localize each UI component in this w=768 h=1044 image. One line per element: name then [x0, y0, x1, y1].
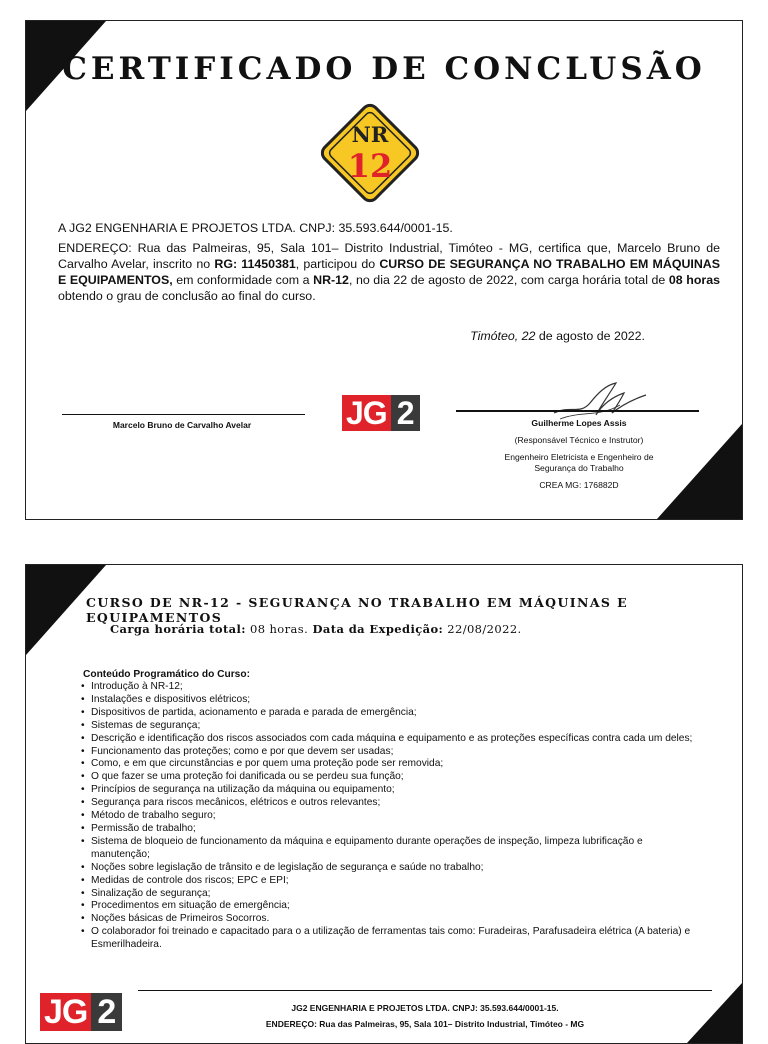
- jg2-logo: [342, 395, 420, 431]
- footer-divider: [138, 990, 712, 991]
- nr12-warning-sign-icon: [314, 97, 426, 209]
- jg2-logo-footer: [40, 993, 122, 1031]
- body-text: , participou do: [295, 257, 380, 271]
- issue-date: [470, 329, 645, 343]
- corner-decoration-bottom-right: [687, 983, 742, 1043]
- hours-value: 08 horas.: [245, 622, 309, 636]
- issue-date-label: Data da Expedição:: [308, 622, 444, 636]
- instructor-title-line1: Engenheiro Eletricista e Engenheiro de: [504, 452, 654, 462]
- body-norm: NR-12: [313, 273, 349, 287]
- list-item: • Procedimentos em situação de emergência;: [81, 900, 702, 913]
- list-item: • Sistema de bloqueio de funcionamento da máquina e equipamento durante operações de inspeção, limpeza lubrificação e manutenção;: [81, 836, 702, 862]
- participant-signature-line: [62, 414, 305, 415]
- list-item: • Instalações e dispositivos elétricos;: [81, 694, 702, 707]
- list-item: • Princípios de segurança na utilização da máquina ou equipamento;: [81, 784, 702, 797]
- logo-2-text: 2: [391, 395, 421, 431]
- certificate-body: [58, 240, 720, 304]
- footer-address: ENDEREÇO: Rua das Palmeiras, 95, Sala 101– Distrito Industrial, Timóteo - MG: [265, 1019, 585, 1029]
- list-item: • Noções básicas de Primeiros Socorros.: [81, 913, 702, 926]
- list-item: • Noções sobre legislação de trânsito e de legislação de segurança e saúde no trabalho;: [81, 862, 702, 875]
- content-heading: Conteúdo Programático do Curso:: [83, 669, 250, 680]
- logo-jg-text: JG: [40, 993, 91, 1031]
- list-item: • Funcionamento das proteções; como e por que devem ser usadas;: [81, 746, 702, 759]
- program-summary: [110, 622, 522, 636]
- instructor-signature-line: [456, 410, 699, 412]
- list-item: • Descrição e identificação dos riscos associados com cada máquina e equipamento e as proteções específicas contra cada um deles;: [81, 733, 702, 746]
- list-item: • Medidas de controle dos riscos; EPC e EPI;: [81, 875, 702, 888]
- instructor-title-line2: Segurança do Trabalho: [534, 463, 624, 473]
- body-text: , no dia 22 de agosto de 2022, com carga horária total de: [348, 273, 669, 287]
- issue-date-value: 22/08/2022.: [443, 622, 522, 636]
- instructor-name: Guilherme Lopes Assis: [531, 418, 627, 428]
- list-item: • Introdução à NR-12;: [81, 681, 702, 694]
- list-item: • O colaborador foi treinado e capacitado para o a utilização de ferramentas tais como: Furadeiras, Parafusadeira elétrica (A bateria) e Esmerilhadeira.: [81, 926, 702, 952]
- issue-date-city: Timóteo, 22: [470, 329, 536, 343]
- certificate-card: [25, 20, 743, 520]
- badge-number-text: 12: [347, 147, 393, 185]
- list-item: • Permissão de trabalho;: [81, 823, 702, 836]
- list-item: • Sistemas de segurança;: [81, 720, 702, 733]
- logo-jg-text: JG: [342, 395, 391, 431]
- program-card: [25, 564, 743, 1044]
- list-item: • Segurança para riscos mecânicos, elétricos e outros relevantes;: [81, 797, 702, 810]
- content-list: [81, 681, 702, 952]
- program-title: CURSO DE NR-12 - SEGURANÇA NO TRABALHO EM MÁQUINAS E EQUIPAMENTOS: [86, 595, 629, 625]
- instructor-role: (Responsável Técnico e Instrutor): [514, 435, 644, 445]
- body-text: ENDEREÇO: Rua das Palmeiras, 95, Sala 101– Distrito Industrial, Timóteo - MG, certifica que, Marcelo Bruno de Carvalho Avelar, inscrito no: [58, 241, 720, 271]
- list-item: • Como, e em que circunstâncias e por quem uma proteção pode ser removida;: [81, 758, 702, 771]
- list-item: • O que fazer se uma proteção foi danificada ou se perdeu sua função;: [81, 771, 702, 784]
- list-item: • Dispositivos de partida, acionamento e parada e parada de emergência;: [81, 707, 702, 720]
- body-text: em conformidade com a: [172, 273, 314, 287]
- body-text: obtendo o grau de conclusão ao final do curso.: [58, 289, 316, 303]
- badge-nr-text: NR: [351, 122, 389, 147]
- company-line: A JG2 ENGENHARIA E PROJETOS LTDA. CNPJ: 35.593.644/0001-15.: [58, 221, 453, 235]
- instructor-crea: CREA MG: 176882D: [539, 480, 619, 490]
- logo-2-text: 2: [91, 993, 122, 1031]
- participant-name: Marcelo Bruno de Carvalho Avelar: [112, 420, 252, 430]
- footer-company: JG2 ENGENHARIA E PROJETOS LTDA. CNPJ: 35.593.644/0001-15.: [291, 1003, 559, 1013]
- hours-label: Carga horária total:: [110, 622, 246, 636]
- certificate-title: CERTIFICADO DE CONCLUSÃO: [62, 51, 706, 87]
- list-item: • Sinalização de segurança;: [81, 888, 702, 901]
- body-course-name: CURSO DE SEGURANÇA NO TRABALHO EM MÁQUINAS E EQUIPAMENTOS,: [58, 257, 721, 287]
- issue-date-rest: de agosto de 2022.: [535, 329, 645, 343]
- body-rg: RG: 11450381: [214, 257, 296, 271]
- list-item: • Método de trabalho seguro;: [81, 810, 702, 823]
- body-hours: 08 horas: [668, 273, 720, 287]
